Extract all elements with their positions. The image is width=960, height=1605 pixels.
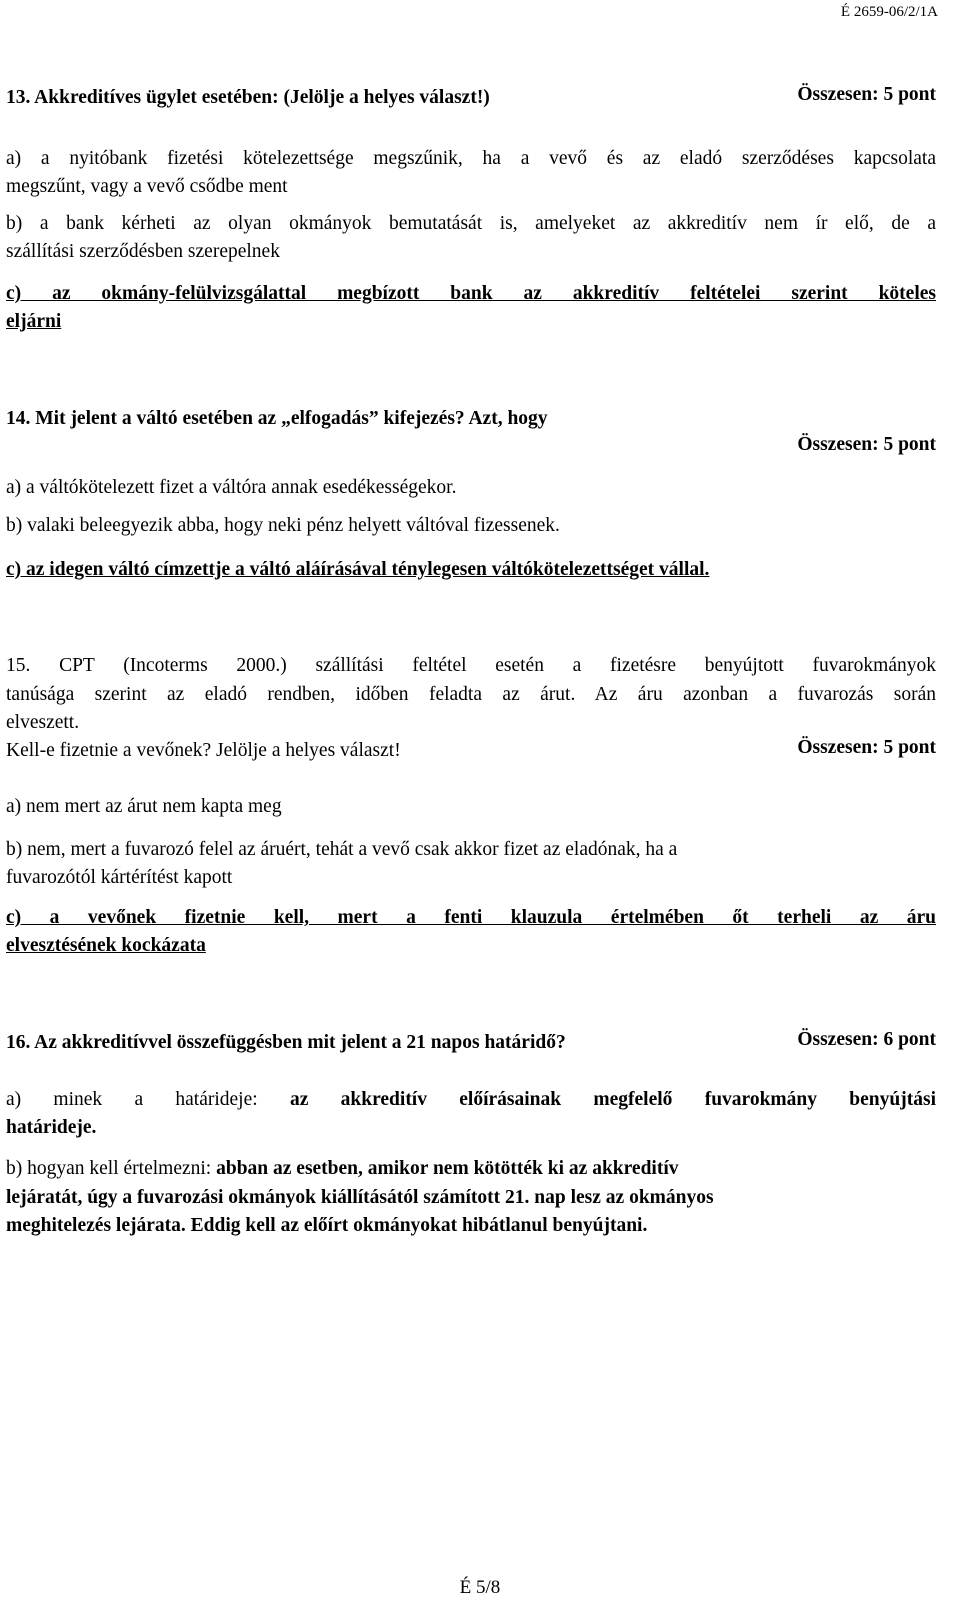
q15-option-b-line2: fuvarozótól kártérítést kapott: [6, 867, 233, 888]
q16-answer-a-line1: [6, 1086, 936, 1114]
question-14-rest: Azt, hogy: [464, 408, 548, 429]
question-16-text: 16. Az akkreditívvel összefüggésben mit jelent a 21 napos határidő?: [6, 1032, 566, 1053]
page-number: É 5/8: [459, 1577, 501, 1598]
q16-answer-a-line2: határideje.: [6, 1117, 97, 1138]
q16-answer-b-line3: meghitelezés lejárata. Eddig kell az előírt okmányokat hibátlanul benyújtani.: [6, 1215, 648, 1236]
question-16-points: Összesen: 6 pont: [797, 1029, 936, 1050]
q15-option-c-line1: c) a vevőnek fizetnie kell, mert a fenti klauzula értelmében őt terheli az áru: [6, 907, 936, 928]
q16-answer-a-label: a) minek a határideje:: [6, 1089, 290, 1110]
q13-option-b-line2: szállítási szerződésben szerepelnek: [6, 241, 280, 262]
q16-answer-b-text: abban az esetben, amikor nem kötötték ki az akkreditív: [216, 1158, 679, 1179]
question-14-bold: 14. Mit jelent a váltó esetében az „elfogadás” kifejezés?: [6, 408, 465, 429]
q15-option-b-line1: b) nem, mert a fuvarozó felel az áruért, tehát a vevő csak akkor fizet az eladónak, ha a: [6, 839, 678, 860]
question-13-text: 13. Akkreditíves ügylet esetében: (Jelölje a helyes választ!): [6, 87, 490, 108]
q13-option-a-line2: megszűnt, vagy a vevő csődbe ment: [6, 176, 288, 197]
question-15-line3: elveszett.: [6, 712, 80, 733]
q13-option-a-line1: a) a nyitóbank fizetési kötelezettsége megszűnik, ha a vevő és az eladó szerződéses kapcsolata: [6, 148, 936, 169]
document-code: É 2659-06/2/1A: [840, 4, 938, 20]
question-15-points: Összesen: 5 pont: [797, 737, 936, 758]
question-15-line1: 15. CPT (Incoterms 2000.) szállítási feltétel esetén a fizetésre benyújtott fuvarokmányok: [6, 655, 936, 676]
q15-option-a: a) nem mert az árut nem kapta meg: [6, 796, 282, 817]
question-15-line2: tanúsága szerint az eladó rendben, időben feladta az árut. Az áru azonban a fuvarozás során: [6, 684, 936, 705]
question-14-points: Összesen: 5 pont: [797, 434, 936, 455]
question-14-text: [6, 405, 936, 433]
question-13-points: Összesen: 5 pont: [797, 84, 936, 105]
q14-option-a: a) a váltókötelezett fizet a váltóra annak esedékességekor.: [6, 477, 457, 498]
q16-answer-a-text: az akkreditív előírásainak megfelelő fuvarokmány benyújtási: [289, 1089, 936, 1110]
q16-answer-b-line2: lejáratát, úgy a fuvarozási okmányok kiállításától számított 21. nap lesz az okmányos: [6, 1187, 714, 1208]
q14-option-c: c) az idegen váltó címzettje a váltó aláírásával ténylegesen váltókötelezettséget vállal.: [6, 559, 710, 580]
q16-answer-b-line1: [6, 1155, 936, 1183]
q14-option-b: b) valaki beleegyezik abba, hogy neki pénz helyett váltóval fizessenek.: [6, 515, 560, 536]
q15-option-c-line2: elvesztésének kockázata: [6, 935, 206, 956]
question-15-line4: Kell-e fizetnie a vevőnek? Jelölje a helyes választ!: [6, 740, 401, 761]
q16-answer-b-label: b) hogyan kell értelmezni:: [6, 1158, 217, 1179]
q13-option-b-line1: b) a bank kérheti az olyan okmányok bemutatását is, amelyeket az akkreditív nem ír elő, de a: [6, 213, 936, 234]
q13-option-c-line1: c) az okmány-felülvizsgálattal megbízott bank az akkreditív feltételei szerint köteles: [6, 283, 936, 304]
q13-option-c-line2: eljárni: [6, 311, 62, 332]
